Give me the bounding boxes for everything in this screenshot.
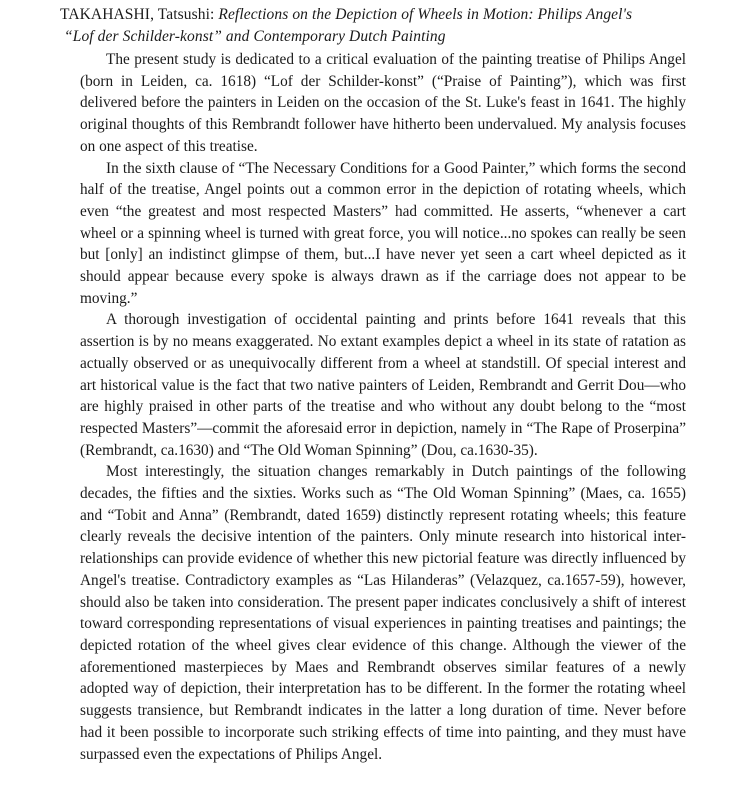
paragraph-4: Most interestingly, the situation changes remarkably in Dutch paintings of the following decades, the fifties and the sixties. Works such as “The Old Woman Spinning” (Maes, ca. 1655) and “Tobit and Anna” (Rembrandt, dated 1659) distinctly represent rotating wheels; this feature clearly reveals the decisive intention of the painters. Only minute research into historical inter-relationships can provide evidence of whether this new pictorial feature was directly influenced by Angel's treatise. Contradictory examples as “Las Hilanderas” (Velazquez, ca.1657-59), however, should also be taken into consideration. The present paper indicates conclusively a shift of interest toward corresponding representations of visual experiences in painting treatises and paintings; the depicted rotation of the wheel gives clear evidence of this change. Although the viewer of the aforementioned masterpieces by Maes and Rembrandt observes similar features of a newly adopted way of depiction, their interpretation has to be different. In the former the rotating wheel suggests transience, but Rembrandt indicates in the latter a long duration of time. Never before had it been possible to incorporate such striking effects of time into painting, and they must have surpassed even the expectations of Philips Angel. xyxy=(80,463,686,763)
paragraph-2: In the sixth clause of “The Necessary Conditions for a Good Painter,” which forms the second half of the treatise, Angel points out a common error in the depiction of rotating wheels, which even “the greatest and most respected Masters” had committed. He asserts, “whenever a cart wheel or a spinning wheel is turned with great force, you will notice...no spokes can really be seen but [only] an indistinct glimpse of them, but...I have never yet seen a cart wheel depicted as it should appear because every spoke is always drawn as if the carriage does not appear to be moving.” xyxy=(80,159,686,307)
paragraph-1: The present study is dedicated to a critical evaluation of the painting treatise of Philips Angel (born in Leiden, ca. 1618) “Lof der Schilder-konst” (“Praise of Painting”), which was first delivered before the painters in Leiden on the occasion of the St. Luke's feast in 1641. The highly original thoughts of this Rembrandt follower have hitherto been undervalued. My analysis focuses on one aspect of this treatise. xyxy=(80,51,686,155)
author-name: TAKAHASHI, Tatsushi: xyxy=(60,6,215,23)
article-title-line2: “Lof der Schilder-konst” and Contemporary Dutch Painting xyxy=(64,28,446,45)
article-title-line1: Reflections on the Depiction of Wheels in Motion: Philips Angel's xyxy=(218,6,633,23)
abstract-body xyxy=(80,49,686,765)
paragraph-3: A thorough investigation of occidental painting and prints before 1641 reveals that this assertion is by no means exaggerated. No extant examples depict a wheel in its state of ratation as actually observed or as unequivocally different from a wheel at standstill. Of special interest and art historical value is the fact that two native painters of Leiden, Rembrandt and Gerrit Dou—who are highly praised in other parts of the treatise and who without any doubt belong to the “most respected Masters”—commit the aforesaid error in depiction, namely in “The Rape of Proserpina” (Rembrandt, ca.1630) and “The Old Woman Spinning” (Dou, ca.1630-35). xyxy=(80,311,686,459)
article-heading xyxy=(60,4,686,48)
